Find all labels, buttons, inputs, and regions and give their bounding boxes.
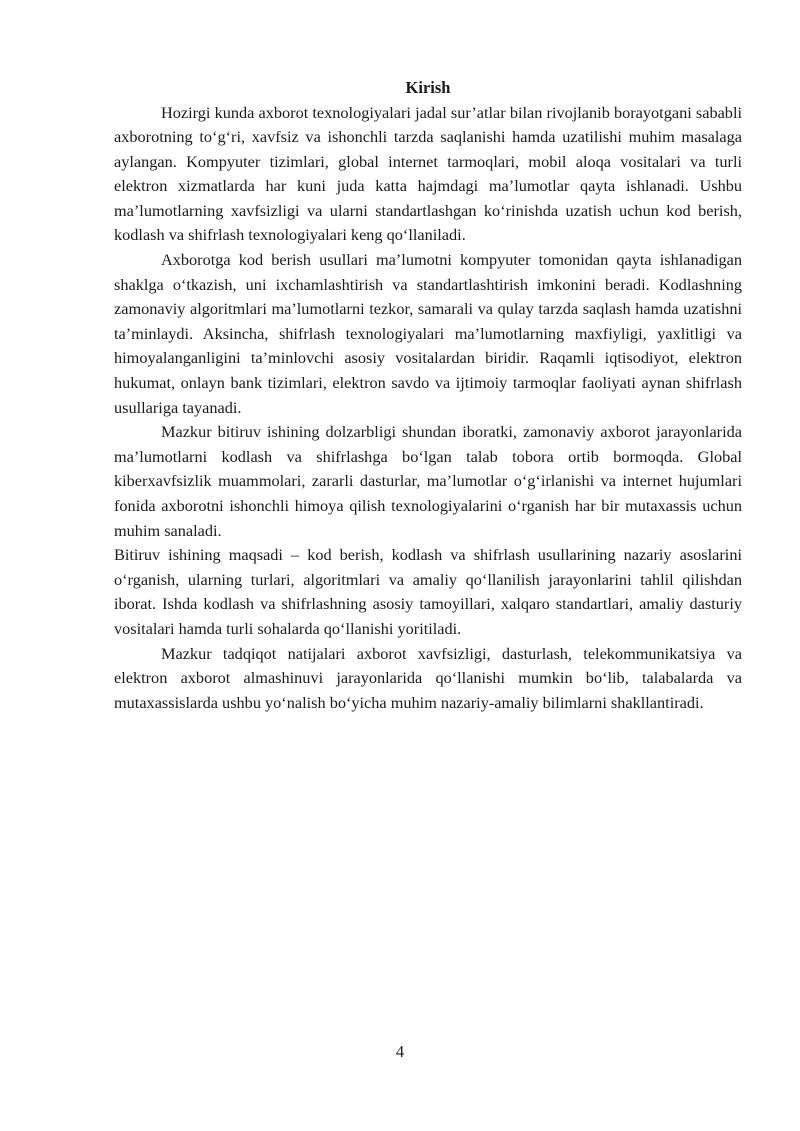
page-number: 4 xyxy=(395,1042,405,1061)
paragraph-goal: Bitiruv ishining maqsadi – kod berish, kodlash va shifrlash usullarining nazariy asoslarini o‘rganish, ularning turlari, algoritmlari va amaliy qo‘llanilish jarayonlarini tahlil qilishdan iborat. Ishda kodlash va shifrlashning asosiy tamoyillari, xalqaro standartlari, amaliy dasturiy vositalari hamda turli sohalarda qo‘llanishi yoritiladi. xyxy=(114,545,742,638)
paragraph-encoding-methods: Axborotga kod berish usullari ma’lumotni kompyuter tomonidan qayta ishlanadigan shaklga o‘tkazish, uni ixchamlashtirish va standartlashtirish imkonini beradi. Kodlashning zamonaviy algoritmlari ma’lumotlarni tezkor, samarali va qulay tarzda saqlash hamda uzatishni ta’minlaydi. Aksincha, shifrlash texnologiyalari ma’lumotlarning maxfiyligi, yaxlitligi va himoyalanganligini ta’minlovchi asosiy vositalardan biridir. Raqamli iqtisodiyot, elektron hukumat, onlayn bank tizimlari, elektron savdo va ijtimoiy tarmoqlar faoliyati aynan shifrlash usullariga tayanadi. xyxy=(114,250,742,417)
section-title: Kirish xyxy=(405,78,451,97)
paragraph-results: Mazkur tadqiqot natijalari axborot xavfsizligi, dasturlash, telekommunikatsiya va elektron axborot almashinuvi jarayonlarida qo‘llanishi mumkin bo‘lib, talabalarda va mutaxassislarda ushbu yo‘nalish bo‘yicha muhim nazariy-amaliy bilimlarni shakllantiradi. xyxy=(114,643,742,712)
document-page xyxy=(114,76,742,715)
paragraph-intro: Hozirgi kunda axborot texnologiyalari jadal sur’atlar bilan rivojlanib borayotgani sababli axborotning to‘g‘ri, xavfsiz va ishonchli tarzda saqlanishi hamda uzatilishi muhim masalaga aylangan. Kompyuter tizimlari, global internet tarmoqlari, mobil aloqa vositalari va turli elektron xizmatlarda har kuni juda katta hajmdagi ma’lumotlar qayta ishlanadi. Ushbu ma’lumotlarning xavfsizligi va ularni standartlashgan ko‘rinishda uzatish uchun kod berish, kodlash va shifrlash texnologiyalari keng qo‘llaniladi. xyxy=(114,102,742,245)
paragraph-relevance: Mazkur bitiruv ishining dolzarbligi shundan iboratki, zamonaviy axborot jarayonlarida ma’lumotlarni kodlash va shifrlashga bo‘lgan talab tobora ortib bormoqda. Global kiberxavfsizlik muammolari, zararli dasturlar, ma’lumotlar o‘g‘irlanishi va internet hujumlari fonida axborotni ishonchli himoya qilish texnologiyalarini o‘rganish har bir mutaxassis uchun muhim sanaladi. xyxy=(114,422,742,540)
